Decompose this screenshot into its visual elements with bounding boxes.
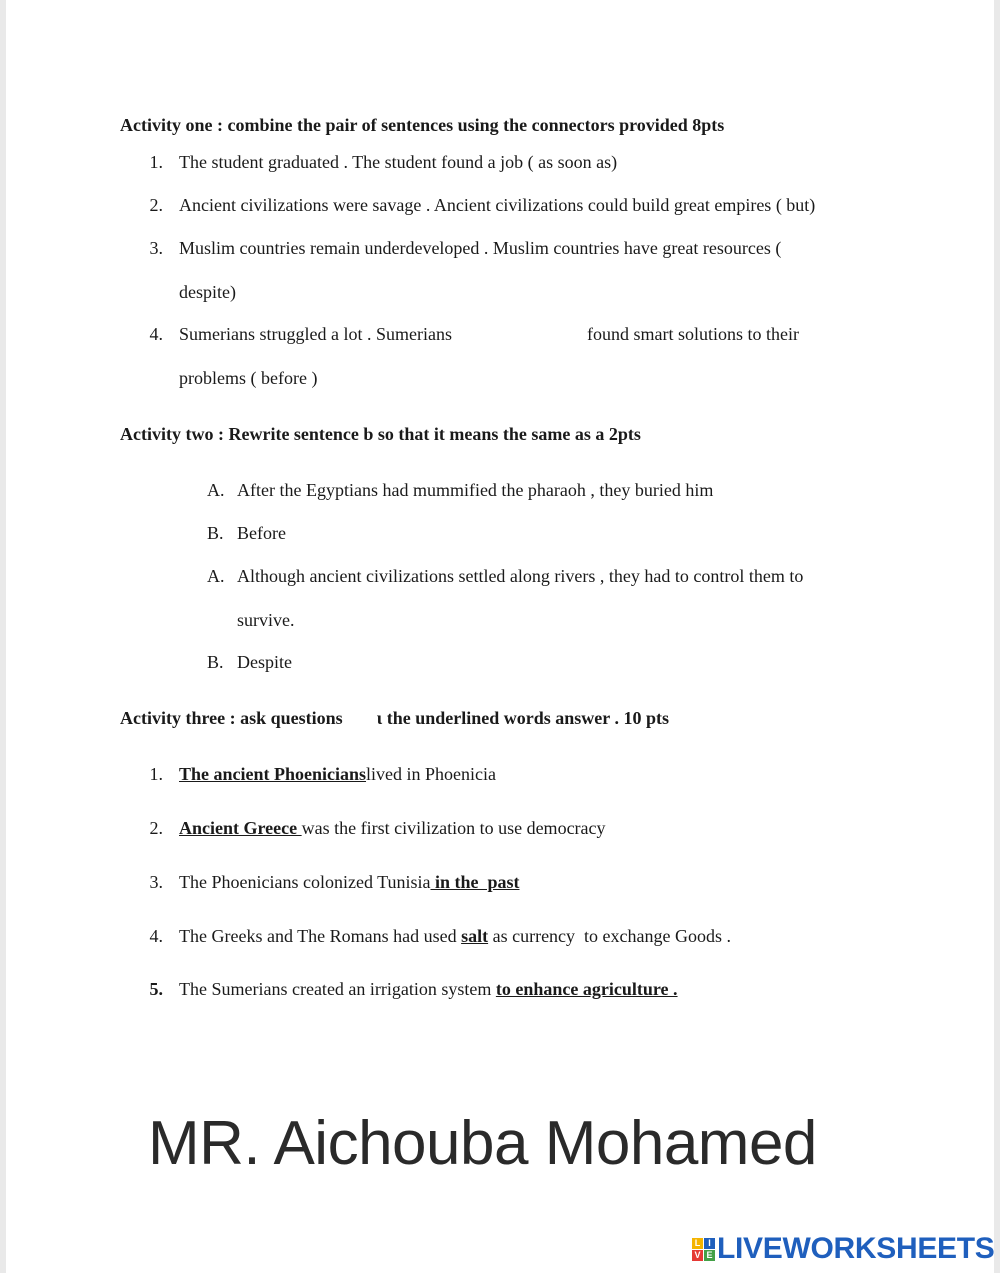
underlined-words: The ancient Phoenicians [179, 764, 367, 784]
page-edge-right [994, 0, 1000, 1273]
underlined-words: Ancient Greece [179, 818, 302, 838]
activity-one-heading: Activity one : combine the pair of sentences using the connectors provided 8pts [120, 115, 725, 135]
underlined-words: in the past [430, 872, 520, 892]
activity-two-heading: Activity two : Rewrite sentence b so that it means the same as a 2pts [120, 424, 641, 444]
liveworksheets-logo: L I V E LIVEWORKSHEETS [692, 1233, 995, 1265]
page-edge-left [0, 0, 6, 1273]
activity-three-heading: Activity three : ask questions ι the underlined words answer . 10 pts [120, 708, 669, 728]
underlined-words: salt [461, 926, 489, 946]
teacher-signature: MR. Aichouba Mohamed [148, 1109, 817, 1178]
underlined-words: to enhance agriculture . [495, 979, 678, 999]
liveworksheets-icon: L I V E [692, 1238, 715, 1261]
